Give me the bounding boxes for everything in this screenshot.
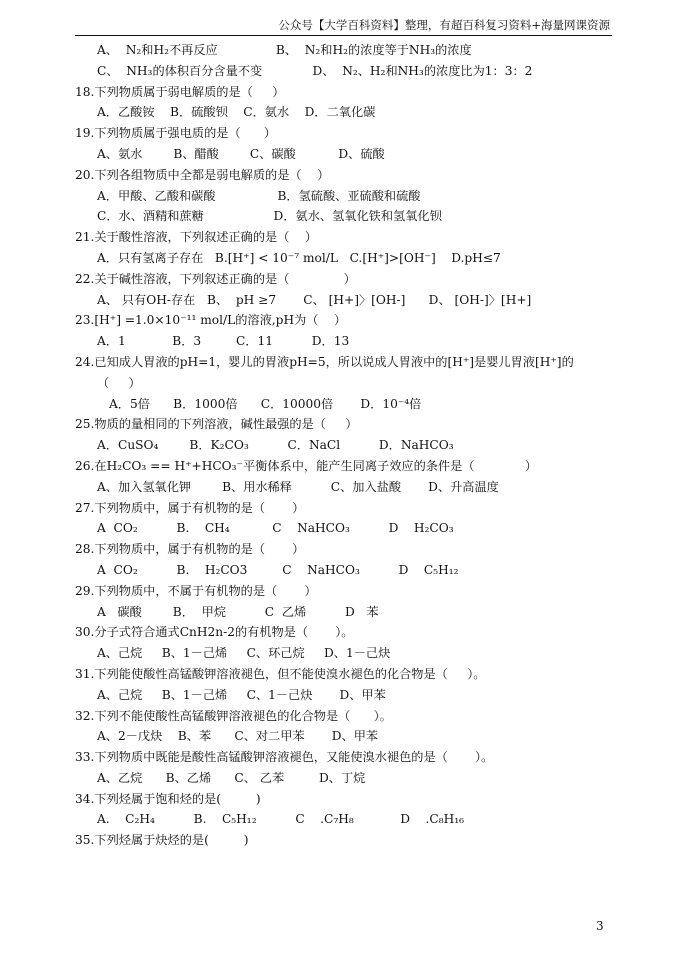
question-text: 35.下列烃属于炔烃的是( )	[75, 833, 249, 848]
question-text: 29.下列物质中，不属于有机物的是（ ）	[75, 583, 317, 598]
question-text: 25.物质的量相同的下列溶液，碱性最强的是（ ）	[75, 417, 358, 432]
question-text: 22.关于碱性溶液，下列叙述正确的是（ ）	[75, 271, 356, 286]
question-text: 30.分子式符合通式CnH2n-2的有机物是（ ）。	[75, 625, 354, 640]
page-number: 3	[596, 919, 604, 933]
question-text: 18.下列物质属于弱电解质的是（ ）	[75, 84, 285, 99]
answer-options: A．甲酸、乙酸和碳酸 B．氢硫酸、亚硫酸和硫酸	[97, 188, 421, 203]
answer-options: A、氨水 B、醋酸 C、碳酸 D、硫酸	[97, 146, 385, 161]
header-divider	[75, 35, 612, 36]
answer-options: A．只有氢离子存在 B.[H⁺] < 10⁻⁷ mol/L C.[H⁺]>[OH⁻] D.pH≤7	[97, 250, 501, 265]
answer-options: A、 只有OH-存在 B、 pH ≥7 C、 [H+]〉[OH-] D、 [OH-]〉[H+]	[97, 292, 532, 307]
answer-options: C、 NH₃的体积百分含量不变 D、 N₂、H₂和NH₃的浓度比为1：3：2	[97, 63, 533, 78]
page-header: 公众号【大学百科资料】整理，有超百科复习资料+海量网课资源	[278, 18, 610, 32]
answer-options: A、2－戊炔 B、苯 C、对二甲苯 D、甲苯	[97, 729, 379, 744]
answer-options: A 碳酸 B． 甲烷 C 乙烯 D 苯	[97, 604, 379, 619]
question-text: 31.下列能使酸性高锰酸钾溶液褪色，但不能使溴水褪色的化合物是（ ）。	[75, 666, 486, 681]
question-text: 26.在H₂CO₃ == H⁺+HCO₃⁻平衡体系中，能产生同离子效应的条件是（ ）	[75, 458, 538, 473]
question-text: 20.下列各组物质中全都是弱电解质的是（ ）	[75, 167, 330, 182]
answer-options: （ ）	[97, 375, 141, 390]
answer-options: A CO₂ B. CH₄ C NaHCO₃ D H₂CO₃	[97, 521, 454, 536]
question-text: 28.下列物质中，属于有机物的是（ ）	[75, 542, 305, 557]
answer-options: A、 N₂和H₂不再反应 B、 N₂和H₂的浓度等于NH₃的浓度	[97, 43, 472, 57]
question-text: 27.下列物质中，属于有机物的是（ ）	[75, 500, 305, 515]
answer-options: A．5倍 B．1000倍 C．10000倍 D．10⁻⁴倍	[109, 396, 422, 411]
answer-options: A CO₂ B. H₂CO3 C NaHCO₃ D C₅H₁₂	[97, 562, 459, 577]
answer-options: A、加入氢氧化钾 B、用水稀释 C、加入盐酸 D、升高温度	[97, 479, 499, 494]
answer-options: A．CuSO₄ B．K₂CO₃ C．NaCl D．NaHCO₃	[97, 438, 454, 453]
question-text: 19.下列物质属于强电质的是（ ）	[75, 126, 277, 141]
question-text: 32.下列不能使酸性高锰酸钾溶液褪色的化合物是（ ）。	[75, 708, 392, 723]
question-text: 24.已知成人胃液的pH=1，婴儿的胃液pH=5，所以说成人胃液中的[H⁺]是婴儿胃液[H⁺]的	[75, 354, 574, 369]
question-list	[75, 40, 615, 851]
answer-options: A．乙酸铵 B．硫酸钡 C．氨水 D．二氧化碳	[97, 105, 376, 120]
question-text: 33.下列物质中既能是酸性高锰酸钾溶液褪色，又能使溴水褪色的是（ ）。	[75, 750, 494, 765]
question-text: 21.关于酸性溶液，下列叙述正确的是（ ）	[75, 230, 318, 245]
answer-options: C．水、酒精和蔗糖 D．氨水、氢氧化铁和氢氧化钡	[97, 209, 442, 224]
answer-options: A．1 B．3 C．11 D．13	[97, 334, 350, 349]
question-text: 34.下列烃属于饱和烃的是( )	[75, 791, 261, 806]
question-text: 23.[H⁺] =1.0×10⁻¹¹ mol/L的溶液,pH为（ ）	[75, 313, 347, 328]
answer-options: A、己烷 B、1－己烯 C、1－己炔 D、甲苯	[97, 687, 386, 702]
answer-options: A、乙烷 B、乙烯 C、 乙苯 D、丁烷	[97, 770, 366, 785]
answer-options: A、己烷 B、1－己烯 C、环己烷 D、1－己炔	[97, 646, 391, 661]
answer-options: A. C₂H₄ B. C₅H₁₂ C .C₇H₈ D .C₈H₁₆	[97, 812, 464, 827]
